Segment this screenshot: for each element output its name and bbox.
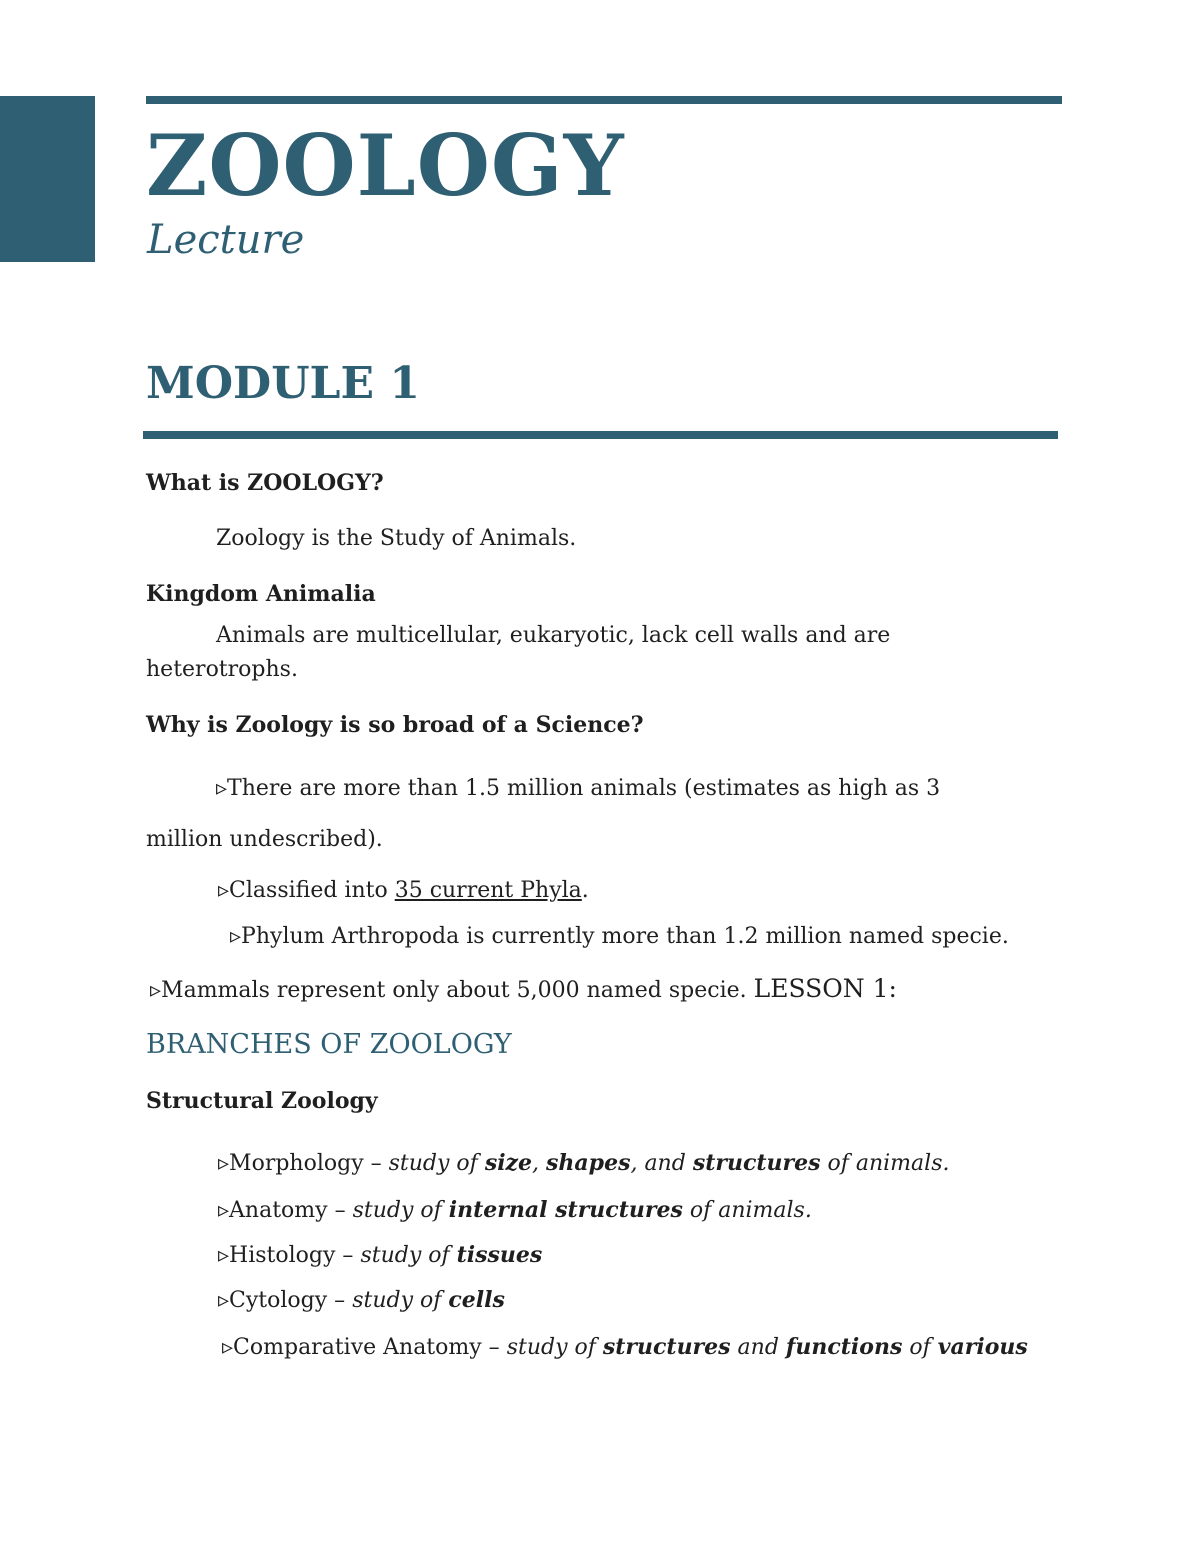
- kingdom-text-line-1: Animals are multicellular, eukaryotic, lack cell walls and are: [216, 623, 891, 648]
- branch-term: Histology: [229, 1243, 336, 1268]
- bullet-marker: ▹: [150, 978, 162, 1003]
- what-text: Zoology is the Study of Animals.: [216, 526, 577, 551]
- structural-zoology-heading: Structural Zoology: [146, 1088, 378, 1114]
- bullet-marker: ▹: [216, 776, 228, 801]
- definition-text: study of: [388, 1151, 485, 1176]
- bullet-mammals: [150, 974, 897, 1004]
- bullet-text-end: .: [581, 878, 589, 903]
- branches-heading: BRANCHES OF ZOOLOGY: [146, 1029, 512, 1060]
- branch-cytology: [218, 1287, 505, 1314]
- bullet-marker: ▹: [218, 878, 230, 903]
- definition-text: study of: [352, 1198, 449, 1223]
- branch-term: Anatomy: [229, 1198, 328, 1223]
- definition-text: study of: [506, 1335, 603, 1360]
- separator: –: [335, 1243, 361, 1268]
- keyword: various: [937, 1334, 1028, 1360]
- document-title: ZOOLOGY: [146, 116, 625, 215]
- module-rule: [143, 431, 1058, 439]
- bullet-arthropoda: [230, 924, 1009, 950]
- branch-anatomy: [218, 1197, 812, 1224]
- keyword: size: [484, 1150, 533, 1176]
- branch-morphology: [218, 1150, 949, 1177]
- definition-text: of animals.: [682, 1198, 812, 1223]
- definition-text: and: [730, 1335, 786, 1360]
- keyword: cells: [448, 1287, 505, 1313]
- definition-text: study of: [352, 1288, 449, 1313]
- bullet-marker: ▹: [218, 1198, 230, 1223]
- accent-block: [0, 96, 95, 262]
- document-subtitle: Lecture: [147, 217, 305, 263]
- why-heading: Why is Zoology is so broad of a Science?: [146, 712, 644, 738]
- definition-text: , and: [630, 1151, 693, 1176]
- keyword: shapes: [546, 1150, 631, 1176]
- module-heading: MODULE 1: [146, 358, 420, 409]
- branch-term: Comparative Anatomy: [233, 1335, 482, 1360]
- top-rule: [146, 96, 1062, 104]
- lesson-label: LESSON 1:: [753, 974, 897, 1003]
- bullet-marker: ▹: [218, 1151, 230, 1176]
- what-heading: What is ZOOLOGY?: [146, 470, 384, 496]
- bullet-text: Phylum Arthropoda is currently more than 1.2 million named specie.: [241, 924, 1009, 949]
- bullet-marker: ▹: [222, 1335, 234, 1360]
- keyword: internal structures: [448, 1197, 683, 1223]
- phyla-link[interactable]: 35 current Phyla: [394, 878, 582, 903]
- definition-text: ,: [532, 1151, 547, 1176]
- separator: –: [327, 1198, 353, 1223]
- branch-comparative-anatomy: [222, 1334, 1028, 1361]
- kingdom-text-line-2: heterotrophs.: [146, 657, 298, 682]
- definition-text: of: [902, 1335, 938, 1360]
- separator: –: [327, 1288, 353, 1313]
- separator: –: [363, 1151, 389, 1176]
- definition-text: of animals.: [820, 1151, 950, 1176]
- bullet-animal-count-continued: million undescribed).: [146, 827, 383, 852]
- bullet-marker: ▹: [230, 924, 242, 949]
- keyword: structures: [602, 1334, 731, 1360]
- branch-term: Cytology: [229, 1288, 328, 1313]
- branch-term: Morphology: [229, 1151, 364, 1176]
- bullet-text: Classified into: [229, 878, 395, 903]
- bullet-phyla: [218, 878, 589, 904]
- definition-text: study of: [360, 1243, 457, 1268]
- keyword: tissues: [456, 1242, 543, 1268]
- branch-histology: [218, 1242, 542, 1269]
- kingdom-heading: Kingdom Animalia: [146, 581, 376, 607]
- bullet-text: Mammals represent only about 5,000 named specie.: [161, 978, 754, 1003]
- bullet-marker: ▹: [218, 1243, 230, 1268]
- keyword: functions: [785, 1334, 903, 1360]
- bullet-animal-count: [216, 776, 940, 802]
- separator: –: [481, 1335, 507, 1360]
- bullet-marker: ▹: [218, 1288, 230, 1313]
- keyword: structures: [692, 1150, 821, 1176]
- bullet-text: There are more than 1.5 million animals (estimates as high as 3: [227, 776, 941, 801]
